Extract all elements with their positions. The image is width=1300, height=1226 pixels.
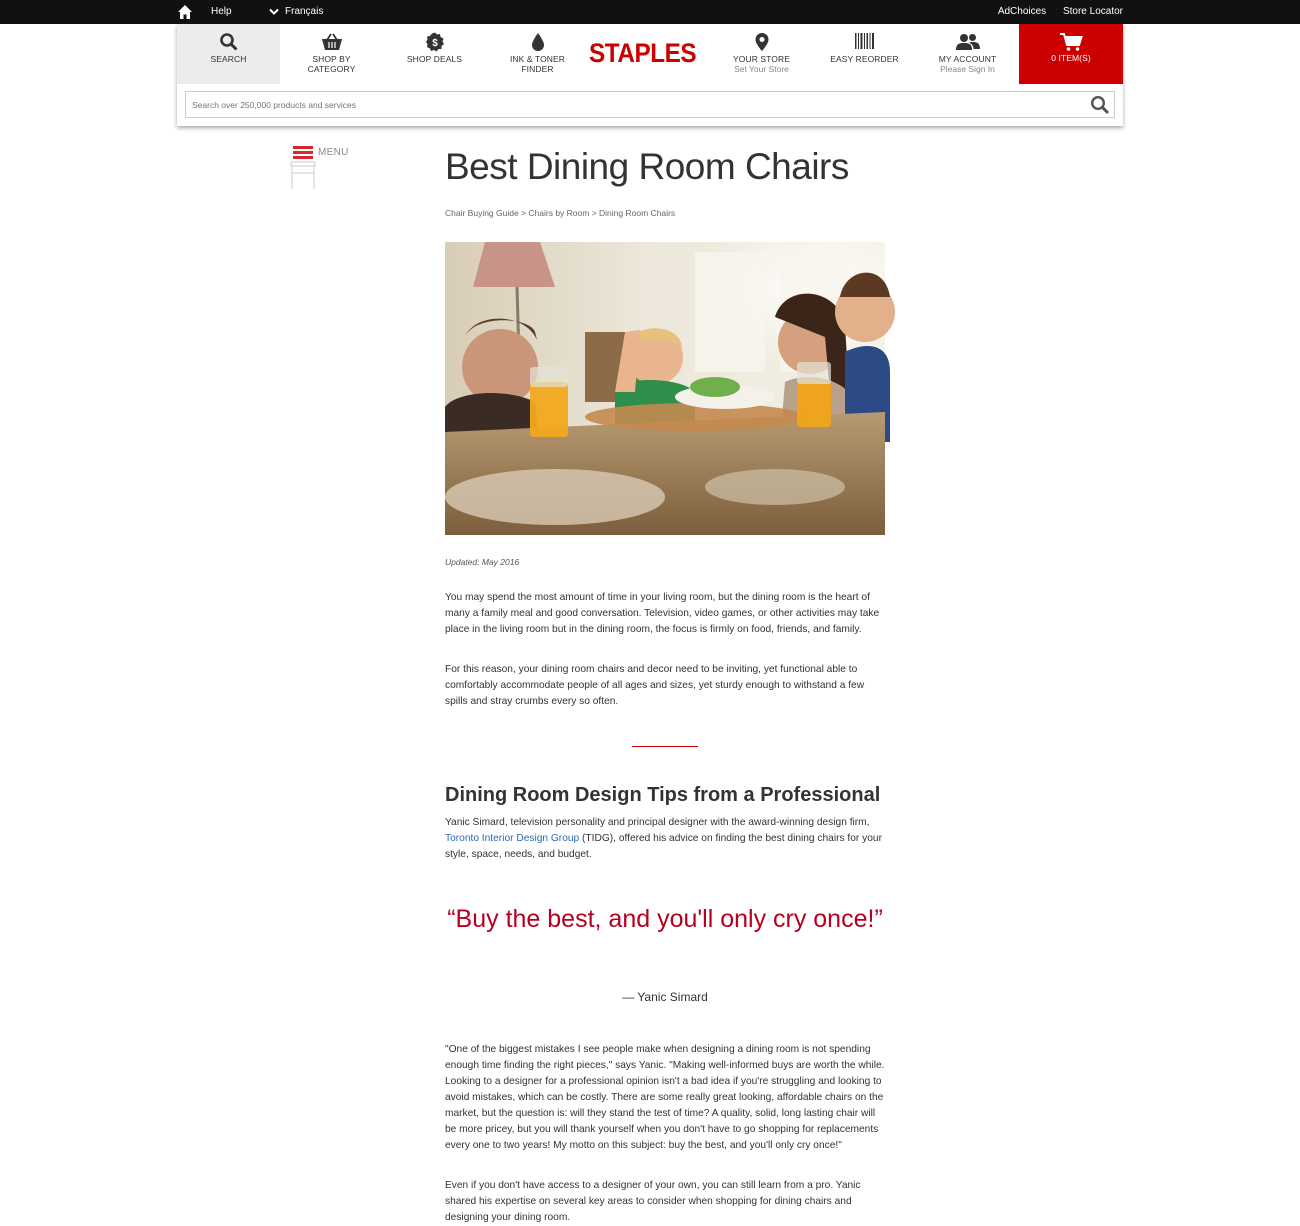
search-input[interactable] (186, 92, 1076, 117)
updated-date: Updated: May 2016 (445, 557, 520, 567)
nav-shop-deals[interactable] (383, 24, 486, 84)
nav-your-store[interactable] (710, 24, 813, 84)
nav-my-account[interactable] (916, 24, 1019, 84)
intro-paragraph-1: You may spend the most amount of time in your living room, but the dining room is the heart of many a family meal and good conversation. Television, video games, or other activities may take place in the living room but in the dining room, the focus is firmly on food, friends, and family. (445, 592, 880, 635)
nav-shop-by-category-label (280, 54, 383, 74)
nav-shop-by-category[interactable] (280, 24, 383, 84)
nav-shop-line-1: SHOP BY (312, 54, 351, 64)
home-icon[interactable] (177, 4, 193, 20)
nav-easy-reorder-label: EASY REORDER (830, 54, 899, 64)
menu-label: MENU (318, 147, 349, 158)
nav-ink-toner-label (486, 54, 589, 74)
nav-ink-line-1: INK & TONER (509, 54, 566, 64)
nav-search-label: SEARCH (210, 54, 247, 64)
site-header (177, 24, 1123, 126)
site-search (185, 91, 1115, 118)
language-label: Français (285, 6, 324, 17)
section-intro-text-b: (TIDG), offered his advice on finding the best dining chairs for your style, space, needs, and budget. (445, 833, 882, 860)
svg-text:$: $ (431, 38, 438, 49)
nav-my-account-label: MY ACCOUNT (938, 54, 997, 64)
section-intro-text-a: Yanic Simard, television personality and principal designer with the award-winning design firm, (445, 817, 870, 828)
search-submit-icon[interactable] (1090, 95, 1110, 115)
breadcrumb[interactable]: Chair Buying Guide > Chairs by Room > Dining Room Chairs (445, 208, 676, 218)
nav-search[interactable] (177, 24, 280, 84)
barcode-icon (854, 32, 876, 50)
pull-quote: “Buy the best, and you'll only cry once!” (447, 905, 883, 933)
map-pin-icon (754, 32, 770, 52)
chair-menu-icon (290, 145, 318, 191)
utility-bar (0, 0, 1300, 24)
nav-easy-reorder[interactable] (813, 24, 916, 84)
hero-illustration (445, 242, 885, 535)
account-icon (955, 32, 981, 52)
nav-your-store-sub: Set Your Store (734, 64, 789, 74)
quote-author: — Yanic Simard (622, 990, 708, 1004)
ink-drop-icon (530, 32, 546, 52)
language-toggle[interactable] (269, 6, 323, 17)
hero-image-family-dinner (445, 242, 885, 535)
tidg-link[interactable]: Toronto Interior Design Group (445, 833, 580, 844)
nav-cart-label: 0 ITEM(S) (1051, 53, 1091, 63)
search-icon (219, 32, 239, 52)
body-paragraph-2: Even if you don't have access to a designer of your own, you can still learn from a pro. Yanic shared his expertise on several key areas to consider when shopping for dining chairs and designing your dining room. (445, 1180, 861, 1223)
nav-your-store-label: YOUR STORE (732, 54, 791, 64)
store-locator-link[interactable]: Store Locator (1062, 6, 1123, 17)
nav-ink-toner-finder[interactable] (486, 24, 589, 84)
main-nav (177, 24, 1123, 84)
section-divider (632, 746, 698, 747)
adchoices-link[interactable]: AdChoices (997, 6, 1047, 17)
body-paragraph-1: "One of the biggest mistakes I see people make when designing a dining room is not spending enough time finding the right pieces," says Yanic. "Making well-informed buys are worth the while. Looking to a designer for a professional opinion isn't a bad idea if you're struggling and looking to avoid mistakes, which can be costly. There are some really great looking, affordable chairs on the market, but the question is: will they stand the test of time? A quality, solid, long lasting chair will be more pricey, but you will thank yourself when you don't have to go shopping for replacements every one to two years! My motto on this subject: buy the best, and you'll only cry once!" (445, 1044, 885, 1151)
staples-logo[interactable]: STAPLES (589, 38, 697, 68)
help-link[interactable]: Help (211, 6, 232, 17)
nav-ink-line-2: FINDER (521, 64, 554, 74)
nav-shop-deals-label: SHOP DEALS (406, 54, 463, 64)
section-intro (445, 815, 885, 863)
page-title: Best Dining Room Chairs (445, 146, 849, 187)
intro-paragraph-2: For this reason, your dining room chairs and decor need to be inviting, yet functional able to comfortably accommodate people of all ages and sizes, yet sturdy enough to withstand a few spills and stray crumbs every so often. (445, 664, 865, 707)
nav-cart[interactable] (1019, 24, 1123, 84)
basket-icon (321, 32, 343, 52)
section-heading: Dining Room Design Tips from a Professional (445, 784, 881, 806)
side-menu-toggle[interactable] (290, 145, 370, 191)
deals-badge-icon (425, 32, 445, 52)
cart-icon (1059, 32, 1083, 52)
nav-my-account-sub: Please Sign In (940, 64, 995, 74)
nav-shop-line-2: CATEGORY (307, 64, 356, 74)
chevron-down-icon (269, 8, 279, 16)
